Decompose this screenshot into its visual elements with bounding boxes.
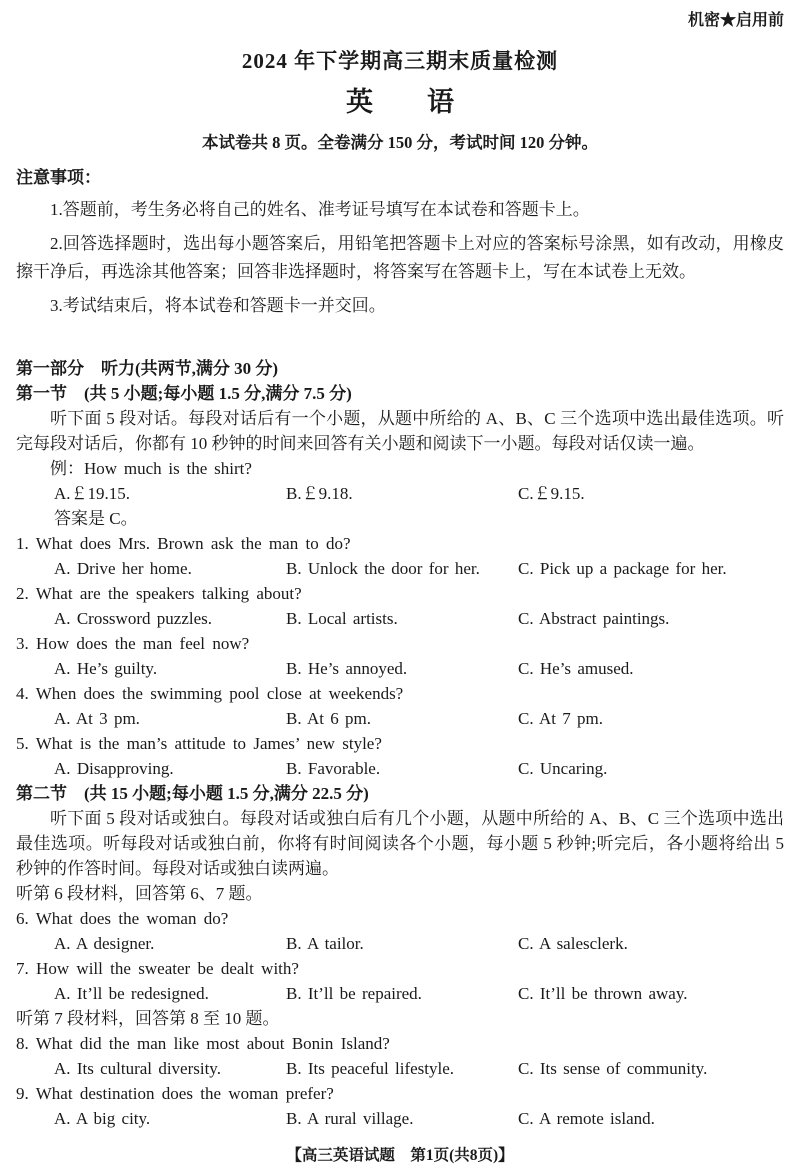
question-2-option-a: A. Crossword puzzles. xyxy=(54,609,213,628)
section1-instructions: 听下面 5 段对话。每段对话后有一个小题，从题中所给的 A、B、C 三个选项中选出最佳选项。听完每段对话后，你都有 10 秒钟的时间来回答有关小题和阅读下一小题。每段对话仅读一遍。 xyxy=(16,409,784,453)
question-3 xyxy=(16,631,784,681)
question-9-option-c: C. A remote island. xyxy=(518,1109,655,1128)
question-5-options-row xyxy=(54,756,784,781)
question-4-options-row xyxy=(54,706,784,731)
question-8-option-c: C. Its sense of community. xyxy=(518,1059,708,1078)
example-options xyxy=(54,481,784,506)
page-footer: 【高三英语试题 第1页(共8页)】 xyxy=(286,1147,514,1164)
question-8-text: 8. What did the man like most about Bonin Island? xyxy=(16,1034,390,1053)
question-1-options-row xyxy=(54,556,784,581)
question-1-option-b: B. Unlock the door for her. xyxy=(286,559,480,578)
question-4 xyxy=(16,681,784,731)
question-4-option-b: B. At 6 pm. xyxy=(286,709,371,728)
question-7 xyxy=(16,956,784,1006)
question-3-option-c: C. He’s amused. xyxy=(518,659,634,678)
section2-heading: 第二节 (共 15 小题;每小题 1.5 分,满分 22.5 分) xyxy=(16,784,369,803)
subject-title: 英 语 xyxy=(346,87,454,117)
question-9-text: 9. What destination does the woman prefer? xyxy=(16,1084,334,1103)
question-1-option-c: C. Pick up a package for her. xyxy=(518,559,727,578)
paper-info: 本试卷共 8 页。全卷满分 150 分，考试时间 120 分钟。 xyxy=(202,133,598,152)
section2-groups xyxy=(16,881,784,1131)
question-8-options-row xyxy=(54,1056,784,1081)
question-9-option-b: B. A rural village. xyxy=(286,1109,414,1128)
question-6-option-a: A. A designer. xyxy=(54,934,155,953)
question-3-text: 3. How does the man feel now? xyxy=(16,634,250,653)
notice-heading: 注意事项： xyxy=(16,168,101,187)
question-2 xyxy=(16,581,784,631)
example-option-c: C.￡9.15. xyxy=(518,484,585,503)
question-5-option-c: C. Uncaring. xyxy=(518,759,608,778)
notice-item-1: 1.答题前，考生务必将自己的姓名、准考证号填写在本试卷和答题卡上。 xyxy=(50,200,590,219)
question-6-text: 6. What does the woman do? xyxy=(16,909,229,928)
question-1-text: 1. What does Mrs. Brown ask the man to do? xyxy=(16,534,351,553)
section1-heading: 第一节 (共 5 小题;每小题 1.5 分,满分 7.5 分) xyxy=(16,384,352,403)
question-3-options-row xyxy=(54,656,784,681)
question-7-option-c: C. It’ll be thrown away. xyxy=(518,984,688,1003)
question-8-option-a: A. Its cultural diversity. xyxy=(54,1059,221,1078)
example-option-a: A.￡19.15. xyxy=(54,484,131,503)
question-8-option-b: B. Its peaceful lifestyle. xyxy=(286,1059,455,1078)
question-5-option-a: A. Disapproving. xyxy=(54,759,174,778)
question-4-text: 4. When does the swimming pool close at weekends? xyxy=(16,684,404,703)
question-2-text: 2. What are the speakers talking about? xyxy=(16,584,302,603)
question-6 xyxy=(16,906,784,956)
question-4-option-a: A. At 3 pm. xyxy=(54,709,140,728)
question-9-options-row xyxy=(54,1106,784,1131)
question-3-option-a: A. He’s guilty. xyxy=(54,659,158,678)
question-1 xyxy=(16,531,784,581)
material-line-1: 听第 6 段材料，回答第 6、7 题。 xyxy=(16,884,263,903)
question-7-option-a: A. It’ll be redesigned. xyxy=(54,984,209,1003)
question-6-option-c: C. A salesclerk. xyxy=(518,934,628,953)
part1-heading: 第一部分 听力(共两节,满分 30 分) xyxy=(16,359,279,378)
example-question: 例：How much is the shirt? xyxy=(50,459,252,478)
classification-label: 机密★启用前 xyxy=(687,12,784,29)
question-9 xyxy=(16,1081,784,1131)
question-7-options-row xyxy=(54,981,784,1006)
question-6-option-b: B. A tailor. xyxy=(286,934,364,953)
question-2-option-b: B. Local artists. xyxy=(286,609,398,628)
question-1-option-a: A. Drive her home. xyxy=(54,559,192,578)
material-line-2: 听第 7 段材料，回答第 8 至 10 题。 xyxy=(16,1009,280,1028)
question-5-text: 5. What is the man’s attitude to James’ new style? xyxy=(16,734,382,753)
section1-questions xyxy=(16,531,784,781)
notice-item-2: 2.回答选择题时，选出每小题答案后，用铅笔把答题卡上对应的答案标号涂黑，如有改动，用橡皮擦干净后，再选涂其他答案；回答非选择题时，将答案写在答题卡上，写在本试卷上无效。 xyxy=(16,234,784,281)
question-7-option-b: B. It’ll be repaired. xyxy=(286,984,422,1003)
question-5 xyxy=(16,731,784,781)
question-7-text: 7. How will the sweater be dealt with? xyxy=(16,959,299,978)
question-9-option-a: A. A big city. xyxy=(54,1109,151,1128)
question-6-options-row xyxy=(54,931,784,956)
exam-title: 2024 年下学期高三期末质量检测 xyxy=(241,49,559,73)
question-8 xyxy=(16,1031,784,1081)
question-2-options-row xyxy=(54,606,784,631)
notice-items xyxy=(16,196,784,320)
notice-item-3: 3.考试结束后，将本试卷和答题卡一并交回。 xyxy=(50,296,386,315)
section2-instructions: 听下面 5 段对话或独白。每段对话或独白后有几个小题，从题中所给的 A、B、C 三个选项中选出最佳选项。听每段对话或独白前，你将有时间阅读各个小题，每小题 5 秒钟;听完后，各小题将给出 5 秒钟的作答时间。每段对话或独白读两遍。 xyxy=(16,809,784,878)
example-option-b: B.￡9.18. xyxy=(286,484,353,503)
question-2-option-c: C. Abstract paintings. xyxy=(518,609,670,628)
question-4-option-c: C. At 7 pm. xyxy=(518,709,603,728)
example-answer: 答案是 C。 xyxy=(54,509,138,528)
question-5-option-b: B. Favorable. xyxy=(286,759,381,778)
question-3-option-b: B. He’s annoyed. xyxy=(286,659,408,678)
